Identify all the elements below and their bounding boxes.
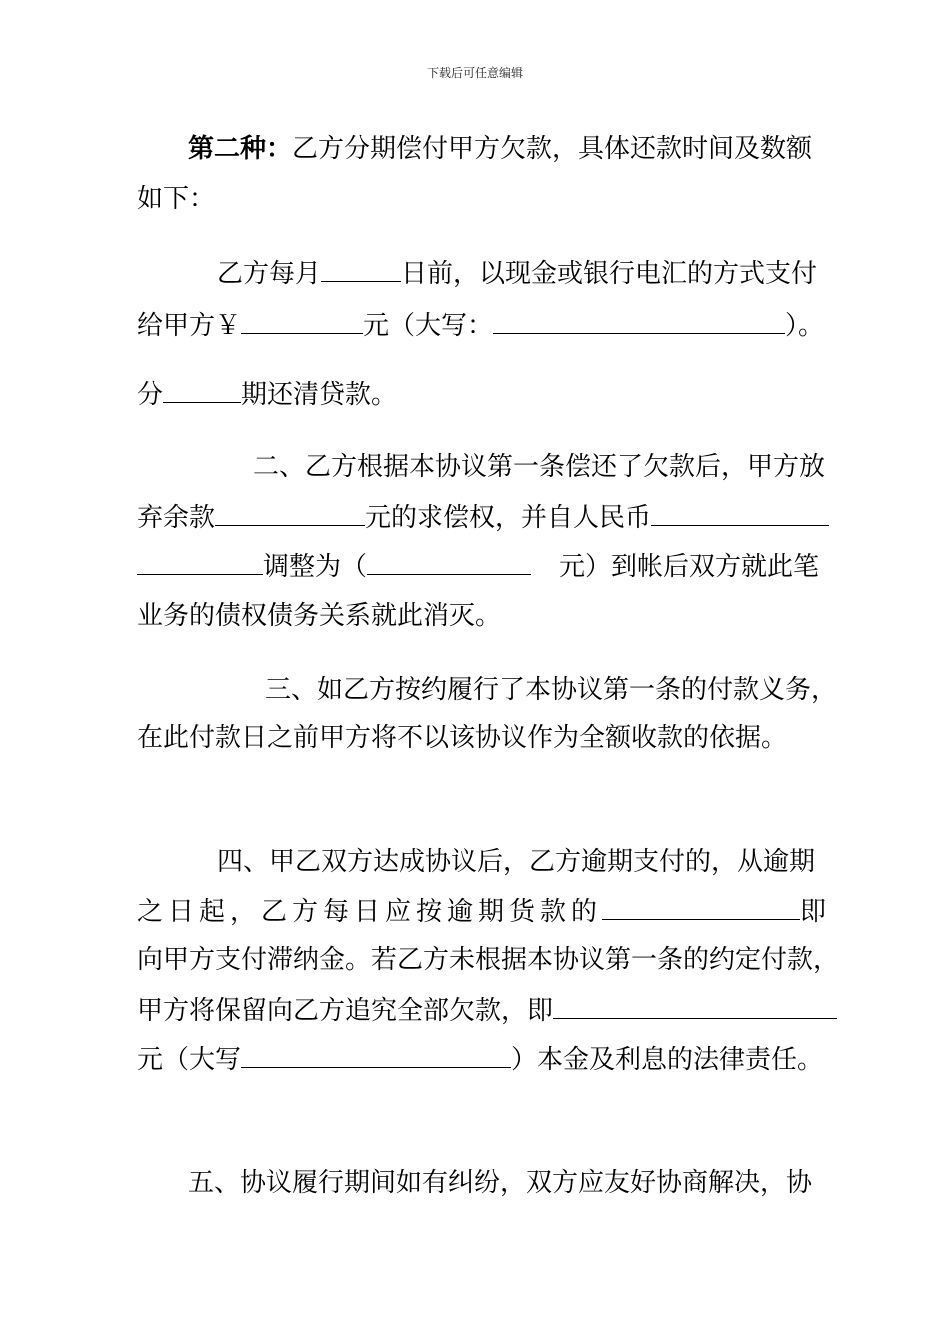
- clause-text: 甲方将保留向乙方追究全部欠款，即: [137, 996, 554, 1026]
- amount-words-blank[interactable]: [493, 307, 785, 334]
- clause-text: 调整为（: [263, 552, 368, 582]
- installments-blank[interactable]: [163, 376, 241, 403]
- monthly-text: 分: [137, 380, 164, 410]
- clause-text: 元（大写: [137, 1045, 242, 1075]
- clause2-line4: 业务的债权债务关系就此消灭。: [137, 601, 502, 631]
- rmb-amount-blank[interactable]: [651, 499, 829, 526]
- clause2-line1: 二、乙方根据本协议第一条偿还了欠款后，甲方放: [253, 452, 826, 482]
- clause-text: 元的求偿权，并自人民币: [365, 503, 652, 533]
- section2-heading: 第二种：: [188, 134, 293, 164]
- clause-text: 即: [800, 897, 832, 927]
- monthly-text: 期还清贷款。: [241, 380, 398, 410]
- clause5-line1: 五、协议履行期间如有纠纷，双方应友好协商解决，协: [188, 1168, 813, 1198]
- section2-line2: 如下：: [137, 184, 216, 214]
- monthly-text: 元（大写：: [363, 311, 494, 341]
- monthly-line3: [137, 376, 397, 413]
- clause4-line1: 四、甲乙双方达成协议后，乙方逾期支付的，从逾期: [217, 847, 816, 877]
- monthly-text: 乙方每月: [217, 259, 322, 289]
- monthly-text: ）。: [785, 311, 825, 341]
- clause4-line5: [137, 1041, 823, 1078]
- day-blank[interactable]: [321, 255, 401, 282]
- clause2-line2: [137, 499, 829, 536]
- rmb-amount-cont-blank[interactable]: [137, 548, 263, 575]
- clause3-line1: 三、如乙方按约履行了本协议第一条的付款义务，: [265, 675, 838, 705]
- total-debt-blank[interactable]: [553, 992, 837, 1019]
- clause-text: 元）到帐后双方就此笔: [559, 552, 820, 582]
- section2-text: 乙方分期偿付甲方欠款，具体还款时间及数额: [292, 134, 813, 164]
- clause4-line2: [137, 893, 831, 930]
- adjusted-amount-blank[interactable]: [367, 548, 531, 575]
- clause-text: 之日起，乙方每日应按逾期货款的: [137, 897, 603, 927]
- late-fee-rate-blank[interactable]: [602, 893, 800, 920]
- clause2-line3: [137, 548, 819, 585]
- clause4-line3: 向甲方支付滞纳金。若乙方未根据本协议第一条的约定付款，: [137, 945, 840, 975]
- section2-line1: [188, 131, 812, 167]
- monthly-line1: [217, 255, 817, 292]
- clause-text: 弃余款: [137, 503, 216, 533]
- monthly-line2: [137, 307, 824, 344]
- amount-blank[interactable]: [241, 307, 363, 334]
- clause-text: ）本金及利息的法律责任。: [511, 1045, 824, 1075]
- clause4-line4: [137, 992, 837, 1029]
- remaining-amount-blank[interactable]: [215, 499, 365, 526]
- page-header: 下载后可任意编辑: [426, 66, 523, 80]
- clause3-line2: 在此付款日之前甲方将不以该协议作为全额收款的依据。: [137, 723, 788, 753]
- monthly-text: 日前，以现金或银行电汇的方式支付: [401, 259, 818, 289]
- total-debt-words-blank[interactable]: [241, 1041, 511, 1068]
- monthly-text: 给甲方￥: [137, 311, 242, 341]
